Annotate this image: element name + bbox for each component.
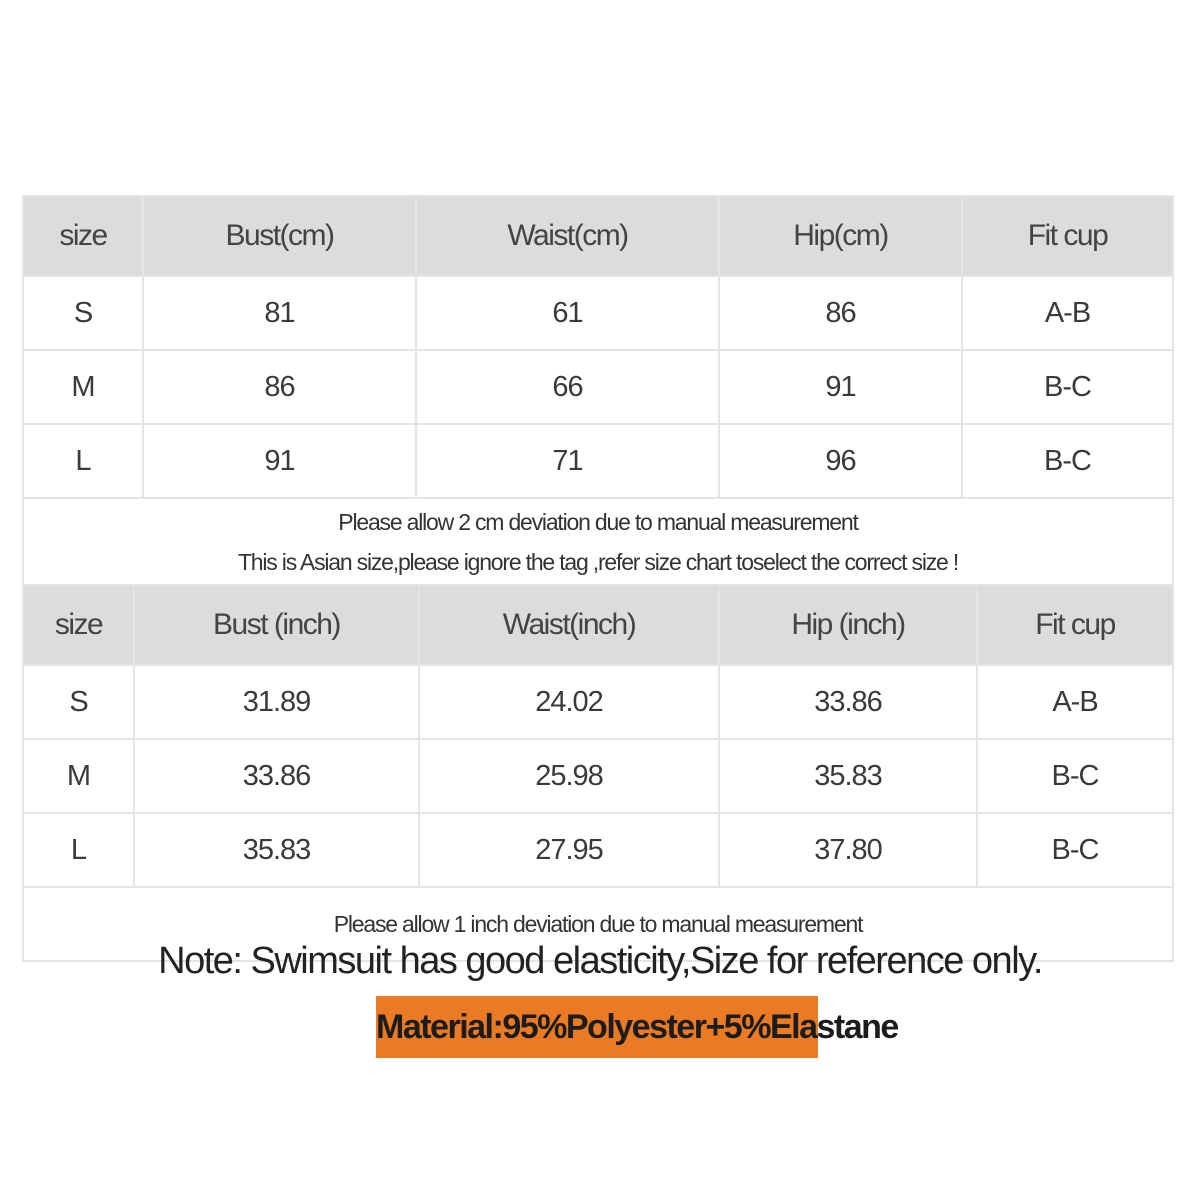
table-note-row [23,498,1173,586]
cell-bust: 33.86 [134,739,419,813]
cell-hip: 35.83 [719,739,977,813]
table-row [23,424,1173,498]
table-header-row [23,585,1173,665]
cell-hip: 86 [719,276,962,350]
header-hip: Hip (inch) [719,585,977,665]
table-row [23,813,1173,887]
deviation-note-cm [23,498,1173,586]
cell-waist: 61 [416,276,719,350]
cell-waist: 71 [416,424,719,498]
cell-hip: 96 [719,424,962,498]
cell-waist: 66 [416,350,719,424]
material-label: Material:95%Polyester+5%Elastane [376,996,818,1058]
cell-waist: 25.98 [419,739,719,813]
header-waist: Waist(cm) [416,196,719,276]
elasticity-note: Note: Swimsuit has good elasticity,Size for reference only. [158,940,1042,982]
header-fit-cup: Fit cup [962,196,1173,276]
cell-bust: 31.89 [134,665,419,739]
header-waist: Waist(inch) [419,585,719,665]
cell-hip: 37.80 [719,813,977,887]
deviation-note-line: Please allow 2 cm deviation due to manual measurement [338,509,858,535]
cell-size: L [23,424,143,498]
cell-fit-cup: A-B [962,276,1173,350]
header-size: size [23,196,143,276]
cell-size: M [23,739,134,813]
size-table-inch [22,584,1174,962]
cell-fit-cup: A-B [977,665,1173,739]
table-header-row [23,196,1173,276]
table-row [23,739,1173,813]
table-row [23,276,1173,350]
header-hip: Hip(cm) [719,196,962,276]
cell-bust: 81 [143,276,416,350]
size-table-cm [22,195,1174,587]
cell-bust: 35.83 [134,813,419,887]
cell-fit-cup: B-C [977,813,1173,887]
header-fit-cup: Fit cup [977,585,1173,665]
asian-size-note-line: This is Asian size,please ignore the tag ,refer size chart toselect the correct size ! [237,549,959,575]
cell-fit-cup: B-C [962,350,1173,424]
table-row [23,350,1173,424]
cell-fit-cup: B-C [977,739,1173,813]
cell-waist: 27.95 [419,813,719,887]
cell-bust: 91 [143,424,416,498]
cell-size: S [23,665,134,739]
header-size: size [23,585,134,665]
cell-fit-cup: B-C [962,424,1173,498]
cell-hip: 91 [719,350,962,424]
cell-size: M [23,350,143,424]
cell-bust: 86 [143,350,416,424]
cell-size: L [23,813,134,887]
table-row [23,665,1173,739]
header-bust: Bust (inch) [134,585,419,665]
header-bust: Bust(cm) [143,196,416,276]
cell-size: S [23,276,143,350]
cell-hip: 33.86 [719,665,977,739]
deviation-note-inch: Please allow 1 inch deviation due to manual measurement [23,887,1173,961]
cell-waist: 24.02 [419,665,719,739]
